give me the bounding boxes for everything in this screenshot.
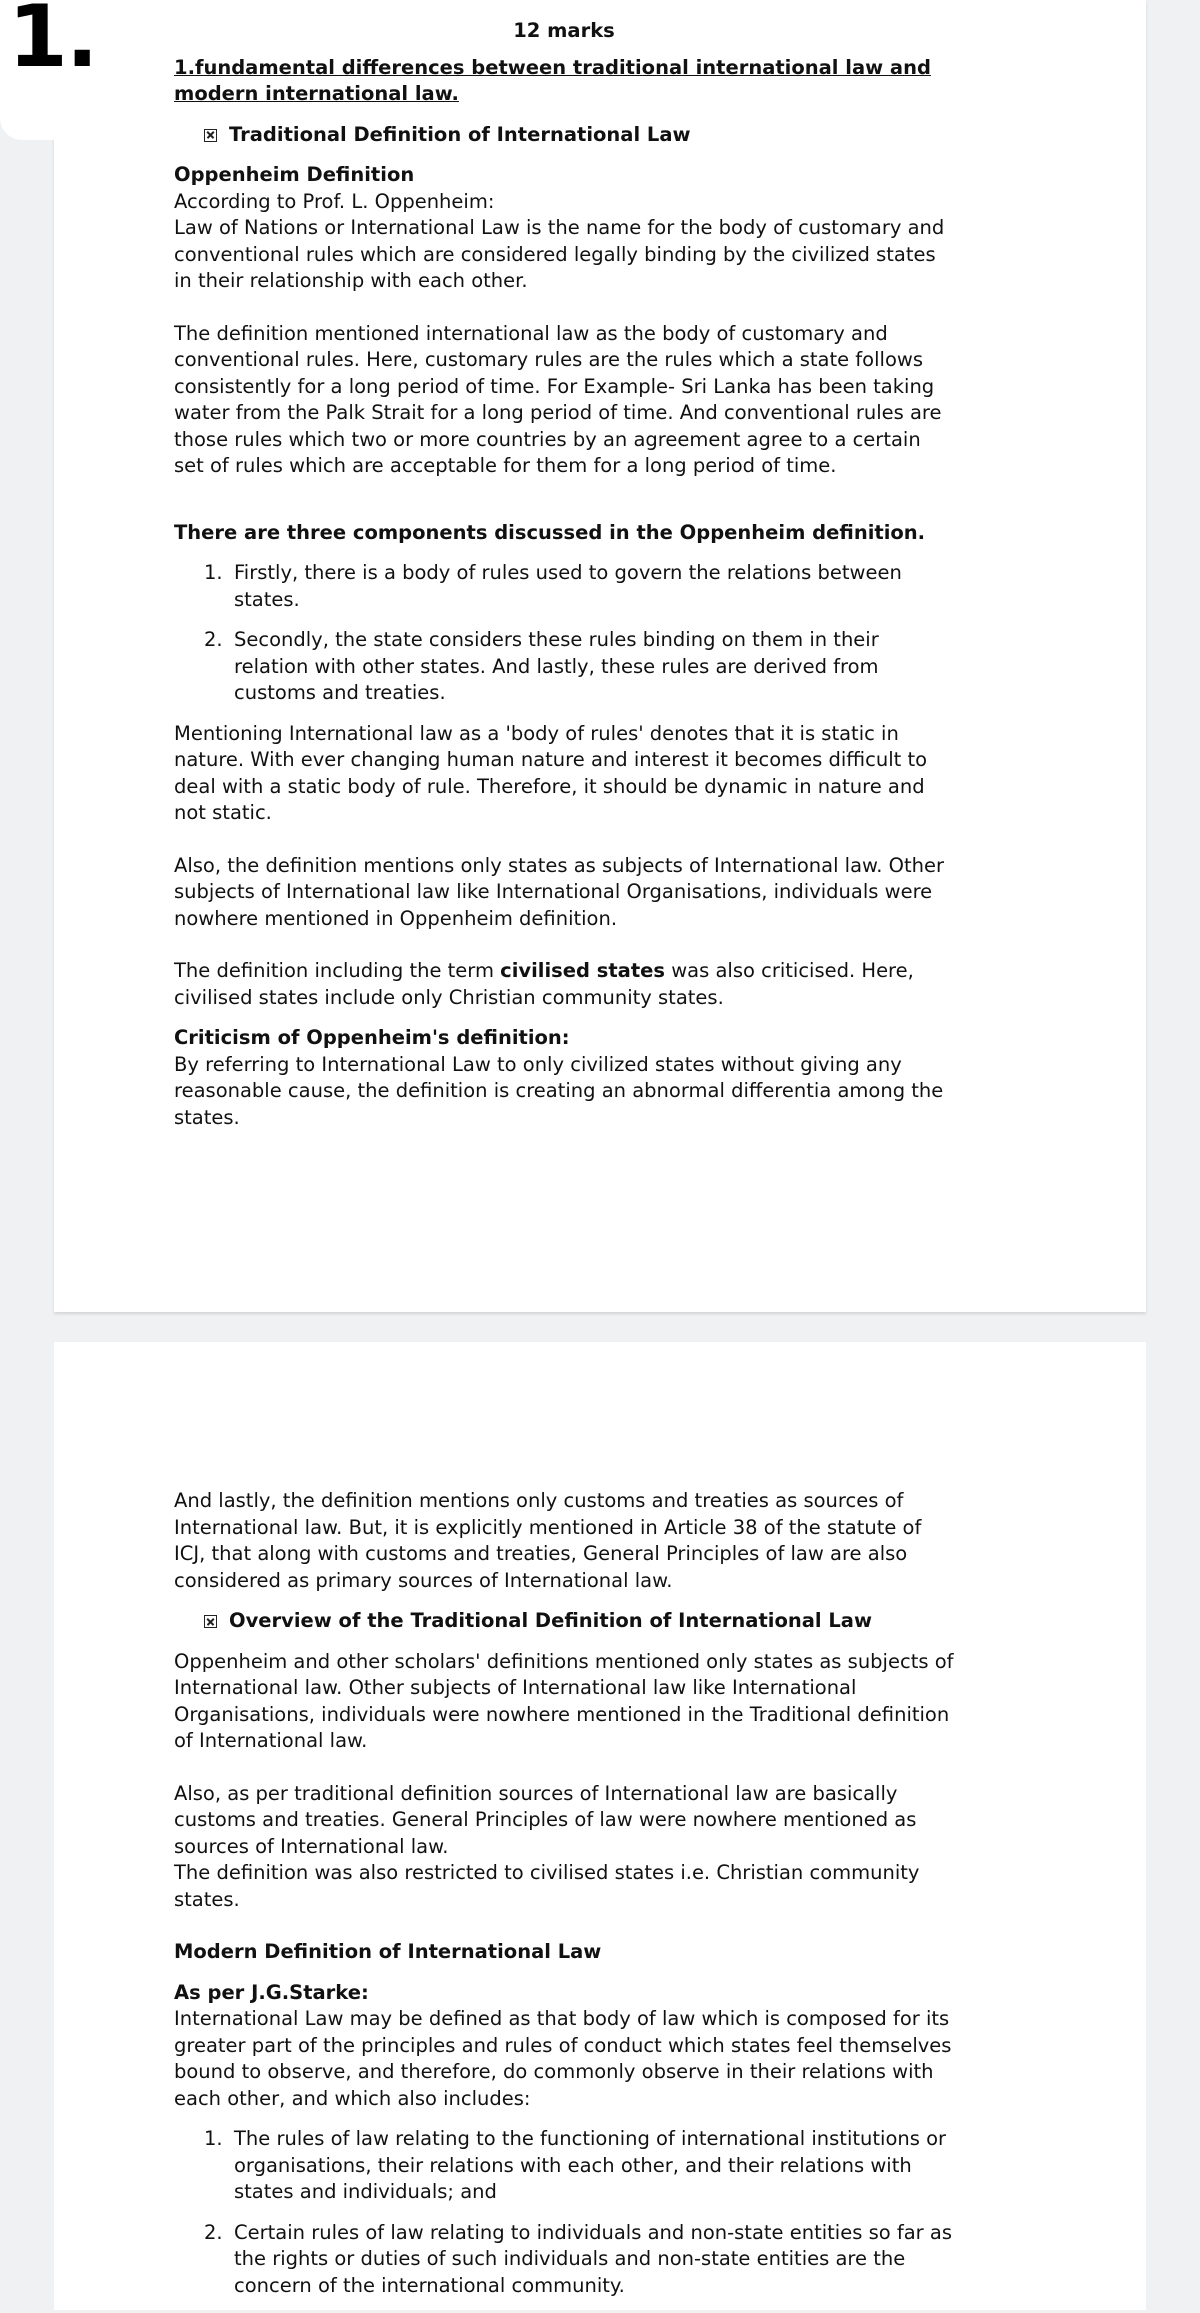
traditional-heading-text: Traditional Definition of International Law bbox=[229, 122, 691, 146]
boxed-x-icon bbox=[204, 129, 217, 142]
static-paragraph: Mentioning International law as a 'body of rules' denotes that it is static in nature. With ever changing human nature and interest it becomes difficult to deal with a static body of rule. Therefore, it should be dynamic in nature and not static. bbox=[174, 721, 928, 824]
list-text: The rules of law relating to the functioning of international institutions or organisations, their relations with each other, and their relations with states and individuals; and bbox=[234, 2127, 947, 2203]
overview-paragraph-2: Also, as per traditional definition sources of International law are basically customs and treaties. General Principles of law were nowhere mentioned as sources of International law. bbox=[174, 1781, 917, 1858]
list-item bbox=[174, 627, 954, 707]
criticism-heading: Criticism of Oppenheim's definition: bbox=[174, 1026, 570, 1049]
traditional-heading bbox=[174, 122, 954, 149]
sources-paragraph: And lastly, the definition mentions only customs and treaties as sources of International law. But, it is explicitly mentioned in Article 38 of the statute of ICJ, that along with customs and treaties, General Principles of law are also considered as primary sources of International law. bbox=[174, 1489, 922, 1592]
list-number: 2. bbox=[204, 2220, 223, 2244]
overview-paragraph-3: The definition was also restricted to civilised states i.e. Christian community states. bbox=[174, 1861, 920, 1911]
list-text: Certain rules of law relating to individuals and non-state entities so far as the rights or duties of such individuals and non-state entities are the concern of the international community. bbox=[234, 2220, 953, 2297]
page-2-content bbox=[174, 1488, 954, 2313]
page-1-content bbox=[174, 18, 954, 1131]
question-number: 1. bbox=[8, 0, 97, 87]
starke-heading: As per J.G.Starke: bbox=[174, 1980, 369, 2004]
starke-definition: International Law may be defined as that body of law which is composed for its greater part of the principles and rules of conduct which states feel themselves bound to observe, and therefore, do commonly observe in their relations with each other, and which also includes: bbox=[174, 2007, 952, 2110]
oppenheim-definition: Law of Nations or International Law is the name for the body of customary and conventional rules which are considered legally binding by the civilized states in their relationship with each other. bbox=[174, 216, 945, 292]
list-text: Firstly, there is a body of rules used to govern the relations between states. bbox=[234, 561, 902, 611]
criticism-text: By referring to International Law to only civilized states without giving any reasonable cause, the definition is creating an abnormal differentia among the states. bbox=[174, 1052, 944, 1129]
list-item bbox=[174, 2220, 954, 2300]
civilised-paragraph bbox=[174, 958, 954, 1011]
explanation-paragraph: The definition mentioned international law as the body of customary and conventional rules. Here, customary rules are the rules which a state follows consistently for a long period of time. For Example- Sri Lanka has been taking water from the Palk Strait for a long period of time. And conventional rules are those rules which two or more countries by an agreement agree to a certain set of rules which are acceptable for them for a long period of time. bbox=[174, 321, 942, 477]
components-heading: There are three components discussed in the Oppenheim definition. bbox=[174, 520, 926, 544]
overview-heading-text: Overview of the Traditional Definition of International Law bbox=[229, 1609, 872, 1632]
list-number: 2. bbox=[204, 628, 223, 651]
civilised-pre: The definition including the term bbox=[174, 959, 501, 982]
oppenheim-heading: Oppenheim Definition bbox=[174, 163, 415, 186]
marks-label: 12 marks bbox=[513, 19, 615, 42]
list-item bbox=[174, 2126, 954, 2206]
components-list bbox=[174, 560, 954, 707]
subjects-paragraph: Also, the definition mentions only states as subjects of International law. Other subjects of International law like International Organisations, individuals were nowhere mentioned in Oppenheim definition. bbox=[174, 853, 944, 930]
question-title: 1.fundamental differences between traditional international law and modern international law. bbox=[174, 55, 931, 105]
overview-heading bbox=[174, 1608, 954, 1635]
civilised-post: was also criticised. Here, civilised states include only Christian community states. bbox=[174, 959, 914, 1009]
boxed-x-icon bbox=[204, 1615, 217, 1628]
civilised-bold: civilised states bbox=[500, 959, 665, 982]
list-item bbox=[174, 560, 954, 613]
starke-list bbox=[174, 2126, 954, 2299]
overview-paragraph-1: Oppenheim and other scholars' definitions mentioned only states as subjects of International law. Other subjects of International law like International Organisations, individuals were nowhere mentioned in the Traditional definition of International law. bbox=[174, 1649, 954, 1752]
list-number: 1. bbox=[204, 561, 223, 584]
modern-heading: Modern Definition of International Law bbox=[174, 1940, 602, 1963]
list-text: Secondly, the state considers these rules binding on them in their relation with other states. And lastly, these rules are derived from customs and treaties. bbox=[234, 628, 879, 704]
according-line: According to Prof. L. Oppenheim: bbox=[174, 189, 495, 213]
list-number: 1. bbox=[204, 2127, 223, 2150]
